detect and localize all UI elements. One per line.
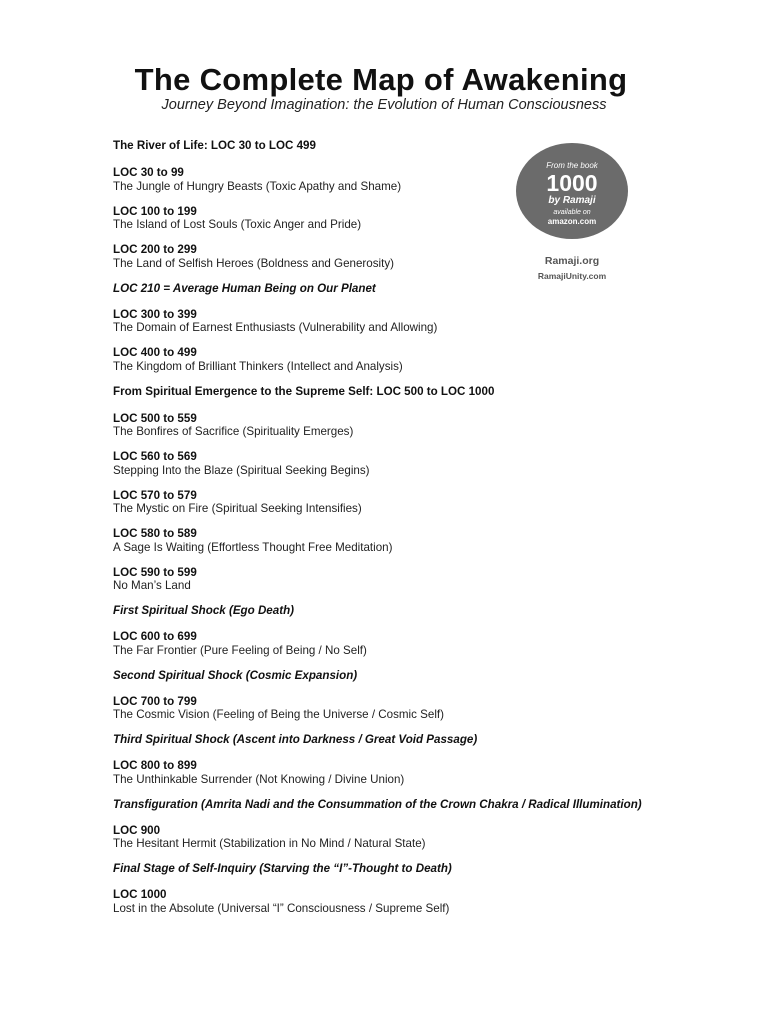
loc-description: The Land of Selfish Heroes (Boldness and Generosity): [113, 256, 394, 270]
stage-heading: First Spiritual Shock (Ego Death): [113, 604, 295, 617]
stage-heading: Transfiguration (Amrita Nadi and the Consummation of the Crown Chakra / Radical Illumination): [113, 797, 642, 811]
loc-range: LOC 700 to 799: [113, 694, 197, 708]
loc-entry: [113, 695, 693, 722]
loc-entry: [113, 888, 693, 915]
badge-from-text: From the book: [546, 161, 598, 170]
loc-entry: [113, 243, 693, 270]
content-list: [113, 139, 693, 927]
loc-entry: [113, 412, 693, 439]
loc-range: LOC 200 to 299: [113, 243, 197, 256]
loc-entry: [113, 166, 693, 193]
loc-description: Stepping Into the Blaze (Spiritual Seeking Begins): [113, 463, 370, 477]
stage-heading: Final Stage of Self-Inquiry (Starving the “I”-Thought to Death): [113, 862, 452, 875]
section-heading: The River of Life: LOC 30 to LOC 499: [113, 139, 316, 152]
loc-description: The Bonfires of Sacrifice (Spirituality Emerges): [113, 425, 354, 438]
loc-range: LOC 580 to 589: [113, 527, 197, 540]
loc-description: The Jungle of Hungry Beasts (Toxic Apathy and Shame): [113, 179, 402, 193]
loc-range: LOC 600 to 699: [113, 630, 197, 643]
stage-heading: Second Spiritual Shock (Cosmic Expansion): [113, 668, 358, 682]
stage-heading: Third Spiritual Shock (Ascent into Darkness / Great Void Passage): [113, 733, 478, 746]
loc-description: The Far Frontier (Pure Feeling of Being / No Self): [113, 643, 367, 657]
loc-description: No Man’s Land: [113, 579, 191, 592]
loc-entry: [113, 346, 693, 373]
loc-range: LOC 30 to 99: [113, 166, 184, 179]
badge-available: available on: [553, 209, 591, 216]
loc-range: LOC 560 to 569: [113, 450, 197, 463]
loc-entry: [113, 450, 693, 477]
loc-entry: [113, 205, 693, 232]
loc-entry: [113, 566, 693, 593]
site-link-ramaji[interactable]: Ramaji.org: [544, 255, 600, 267]
loc-description: The Hesitant Hermit (Stabilization in No Mind / Natural State): [113, 837, 426, 850]
page-title: The Complete Map of Awakening: [134, 62, 628, 97]
loc-entry: [113, 824, 693, 851]
loc-range: LOC 800 to 899: [113, 759, 197, 772]
loc-range: LOC 400 to 499: [113, 346, 197, 359]
loc-description: The Island of Lost Souls (Toxic Anger and Pride): [113, 218, 362, 231]
loc-description: The Domain of Earnest Enthusiasts (Vulnerability and Allowing): [113, 321, 438, 334]
loc-description: Lost in the Absolute (Universal “I” Consciousness / Supreme Self): [113, 901, 450, 915]
loc-description: The Unthinkable Surrender (Not Knowing / Divine Union): [113, 772, 405, 786]
loc-range: LOC 100 to 199: [113, 204, 197, 218]
loc-entry: [113, 630, 693, 657]
page-subtitle: Journey Beyond Imagination: the Evolution of Human Consciousness: [161, 97, 607, 113]
loc-entry: [113, 527, 693, 554]
badge-author: by Ramaji: [548, 195, 596, 206]
section-heading: From Spiritual Emergence to the Supreme Self: LOC 500 to LOC 1000: [113, 384, 495, 398]
stage-heading: LOC 210 = Average Human Being on Our Planet: [113, 281, 376, 295]
loc-range: LOC 300 to 399: [113, 307, 197, 321]
badge-number: 1000: [546, 170, 598, 196]
loc-range: LOC 590 to 599: [113, 565, 197, 579]
loc-entry: [113, 489, 693, 516]
loc-range: LOC 570 to 579: [113, 488, 197, 502]
loc-description: The Kingdom of Brilliant Thinkers (Intellect and Analysis): [113, 359, 403, 373]
loc-description: The Cosmic Vision (Feeling of Being the Universe / Cosmic Self): [113, 708, 444, 721]
loc-description: A Sage Is Waiting (Effortless Thought Free Meditation): [113, 540, 393, 554]
loc-description: The Mystic on Fire (Spiritual Seeking Intensifies): [113, 502, 362, 515]
loc-entry: [113, 308, 693, 335]
badge-store: amazon.com: [547, 217, 597, 226]
loc-range: LOC 900: [113, 823, 161, 837]
loc-range: LOC 1000: [113, 888, 167, 901]
loc-range: LOC 500 to 559: [113, 411, 197, 425]
site-link-ramajiunity[interactable]: RamajiUnity.com: [537, 271, 607, 281]
loc-entry: [113, 759, 693, 786]
